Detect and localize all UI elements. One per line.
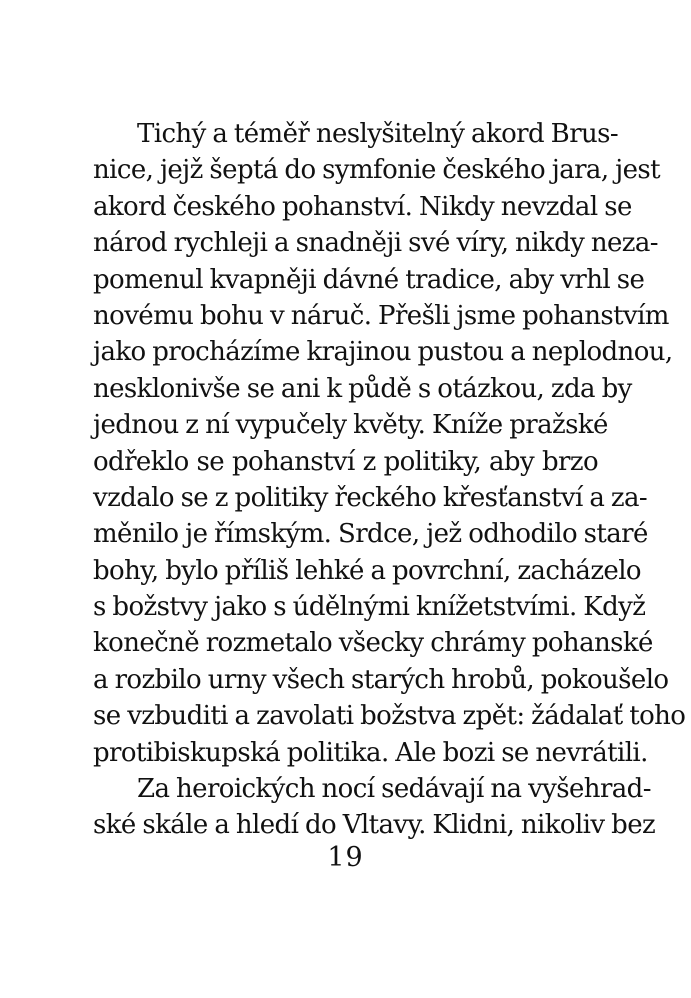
text-line: ské skále a hledí do Vltavy. Klidni, nikoliv bez bbox=[93, 810, 656, 841]
paragraph-start-line: Za heroických nocí sedávají na vyšehrad- bbox=[137, 774, 651, 805]
page-number: 19 bbox=[327, 842, 364, 873]
text-line: a rozbilo urny všech starých hrobů, pokoušelo bbox=[93, 664, 669, 695]
text-line: se vzbuditi a zavolati božstva zpět: žádalať toho bbox=[93, 701, 686, 732]
text-line: novému bohu v náruč. Přešli jsme pohanstvím bbox=[93, 300, 669, 331]
text-line: bohy, bylo příliš lehké a povrchní, zacházelo bbox=[93, 555, 641, 586]
body-text bbox=[93, 116, 686, 844]
text-line: s božstvy jako s údělnými knížetstvími. Když bbox=[93, 592, 646, 623]
text-line: jednou z ní vypučely květy. Kníže pražské bbox=[93, 410, 608, 441]
text-line: akord českého pohanství. Nikdy nevzdal se bbox=[93, 191, 632, 222]
text-line: národ rychleji a snadněji své víry, nikdy neza- bbox=[93, 228, 658, 259]
text-line: nesklonivše se ani k půdě s otázkou, zda by bbox=[93, 373, 632, 404]
text-line: Tichý a téměř neslyšitelný akord Brus- bbox=[137, 119, 619, 149]
text-line: vzdalo se z politiky řeckého křesťanství a za- bbox=[93, 482, 648, 513]
text-line: protibiskupská politika. Ale bozi se nevrátili. bbox=[93, 737, 648, 768]
text-line: měnilo je římským. Srdce, jež odhodilo staré bbox=[93, 519, 648, 550]
text-line: jako procházíme krajinou pustou a neplodnou, bbox=[93, 337, 673, 368]
text-line: nice, jejž šeptá do symfonie českého jara, jest bbox=[93, 155, 660, 186]
text-line: odřeklo se pohanství z politiky, aby brzo bbox=[93, 446, 598, 477]
text-line: pomenul kvapněji dávné tradice, aby vrhl se bbox=[93, 264, 645, 295]
text-line: konečně rozmetalo všecky chrámy pohanské bbox=[93, 628, 653, 659]
